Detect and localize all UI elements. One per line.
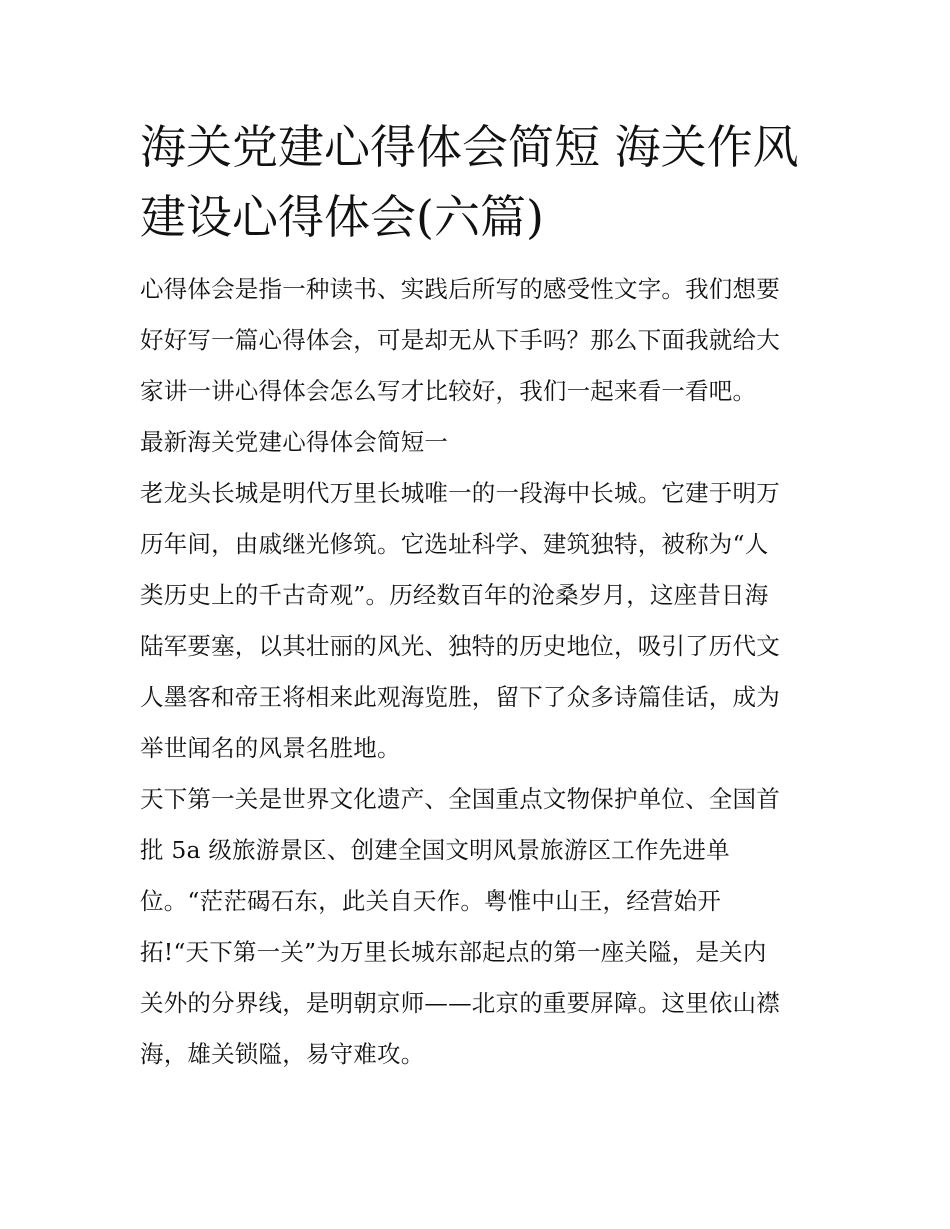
text-line: 好好写一篇心得体会，可是却无从下手吗？那么下面我就给大 bbox=[140, 326, 780, 354]
text-line: 心得体会是指一种读书、实践后所写的感受性文字。我们想要 bbox=[140, 275, 780, 303]
text-line: 批 5a 级旅游景区、创建全国文明风景旅游区工作先进单 bbox=[140, 836, 730, 864]
text-line: 位。“茫茫碣石东，此关自天作。粤惟中山王，经营始开 bbox=[140, 887, 722, 915]
section-heading: 最新海关党建心得体会简短一 bbox=[140, 428, 449, 456]
text-line: 类历史上的千古奇观”。历经数百年的沧桑岁月，这座昔日海 bbox=[140, 581, 769, 609]
text-line: 海，雄关锁隘，易守难攻。 bbox=[140, 1040, 425, 1068]
text-line: 拓!“天下第一关”为万里长城东部起点的第一座关隘，是关内 bbox=[140, 938, 767, 966]
text-line: 天下第一关是世界文化遗产、全国重点文物保护单位、全国首 bbox=[140, 785, 780, 813]
text-line: 举世闻名的风景名胜地。 bbox=[140, 734, 401, 762]
document-content bbox=[140, 112, 815, 1080]
text-line: 关外的分界线，是明朝京师——北京的重要屏障。这里依山襟 bbox=[140, 989, 780, 1017]
text-line: 人墨客和帝王将相来此观海览胜，留下了众多诗篇佳话，成为 bbox=[140, 683, 780, 711]
text-line: 家讲一讲心得体会怎么写才比较好，我们一起来看一看吧。 bbox=[140, 377, 757, 405]
text-line: 陆军要塞，以其壮丽的风光、独特的历史地位，吸引了历代文 bbox=[140, 632, 780, 660]
document-title: 海关党建心得体会简短 海关作风建设心得体会(六篇) bbox=[140, 120, 799, 244]
text-line: 老龙头长城是明代万里长城唯一的一段海中长城。它建于明万 bbox=[140, 479, 780, 507]
text-line: 历年间，由戚继光修筑。它选址科学、建筑独特，被称为“人 bbox=[140, 530, 769, 558]
